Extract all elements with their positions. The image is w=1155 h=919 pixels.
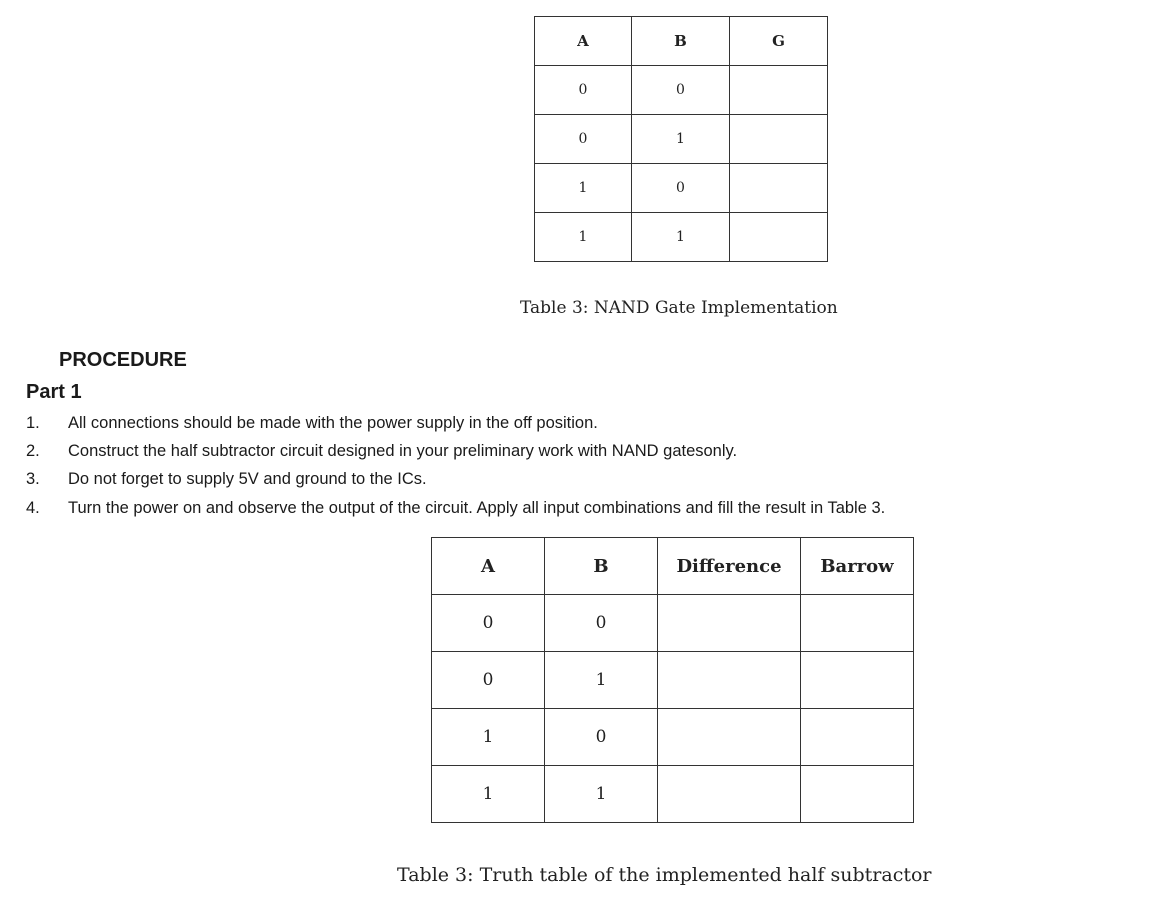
half-subtractor-truth-table <box>431 537 914 823</box>
table-row <box>432 709 914 766</box>
cell-a: 1 <box>535 164 632 213</box>
cell-difference[interactable] <box>658 595 801 652</box>
cell-barrow[interactable] <box>801 595 914 652</box>
table-header-row <box>535 17 828 66</box>
cell-difference[interactable] <box>658 766 801 823</box>
step-number: 4. <box>26 499 40 517</box>
cell-g[interactable] <box>730 66 828 115</box>
step-number: 1. <box>26 414 40 432</box>
part-heading: Part 1 <box>26 381 82 403</box>
cell-difference[interactable] <box>658 709 801 766</box>
cell-a: 1 <box>432 709 545 766</box>
cell-g[interactable] <box>730 213 828 262</box>
nand-table-caption: Table 3: NAND Gate Implementation <box>520 298 838 318</box>
table-row <box>432 652 914 709</box>
cell-g[interactable] <box>730 115 828 164</box>
table-row <box>432 595 914 652</box>
header-b: B <box>545 538 658 595</box>
nand-truth-table <box>534 16 828 262</box>
table-header-row <box>432 538 914 595</box>
table-row <box>432 766 914 823</box>
table-row <box>535 164 828 213</box>
step-text: Turn the power on and observe the output of the circuit. Apply all input combinations and fill the result in Table 3. <box>68 499 886 517</box>
cell-b: 0 <box>545 709 658 766</box>
table-row <box>535 66 828 115</box>
cell-b: 0 <box>545 595 658 652</box>
step-number: 3. <box>26 470 40 488</box>
cell-b: 1 <box>632 115 730 164</box>
cell-a: 1 <box>535 213 632 262</box>
procedure-step <box>26 499 885 521</box>
procedure-step <box>26 414 598 436</box>
table-row <box>535 213 828 262</box>
cell-difference[interactable] <box>658 652 801 709</box>
step-text: Do not forget to supply 5V and ground to the ICs. <box>68 470 427 488</box>
cell-b: 0 <box>632 164 730 213</box>
table-row <box>535 115 828 164</box>
cell-a: 0 <box>535 115 632 164</box>
step-number: 2. <box>26 442 40 460</box>
cell-a: 0 <box>432 595 545 652</box>
cell-b: 1 <box>545 652 658 709</box>
header-g: G <box>730 17 828 66</box>
procedure-step <box>26 442 737 464</box>
cell-barrow[interactable] <box>801 709 914 766</box>
step-text: Construct the half subtractor circuit designed in your preliminary work with NAND gatesonly. <box>68 442 738 460</box>
header-a: A <box>535 17 632 66</box>
cell-b: 1 <box>545 766 658 823</box>
cell-a: 0 <box>432 652 545 709</box>
cell-b: 1 <box>632 213 730 262</box>
step-text: All connections should be made with the power supply in the off position. <box>68 414 598 432</box>
cell-g[interactable] <box>730 164 828 213</box>
cell-barrow[interactable] <box>801 652 914 709</box>
header-a: A <box>432 538 545 595</box>
procedure-heading: PROCEDURE <box>59 349 187 371</box>
procedure-step <box>26 470 427 492</box>
header-barrow: Barrow <box>801 538 914 595</box>
cell-b: 0 <box>632 66 730 115</box>
cell-a: 1 <box>432 766 545 823</box>
cell-a: 0 <box>535 66 632 115</box>
header-b: B <box>632 17 730 66</box>
subtractor-table-caption: Table 3: Truth table of the implemented half subtractor <box>397 864 932 886</box>
header-difference: Difference <box>658 538 801 595</box>
cell-barrow[interactable] <box>801 766 914 823</box>
